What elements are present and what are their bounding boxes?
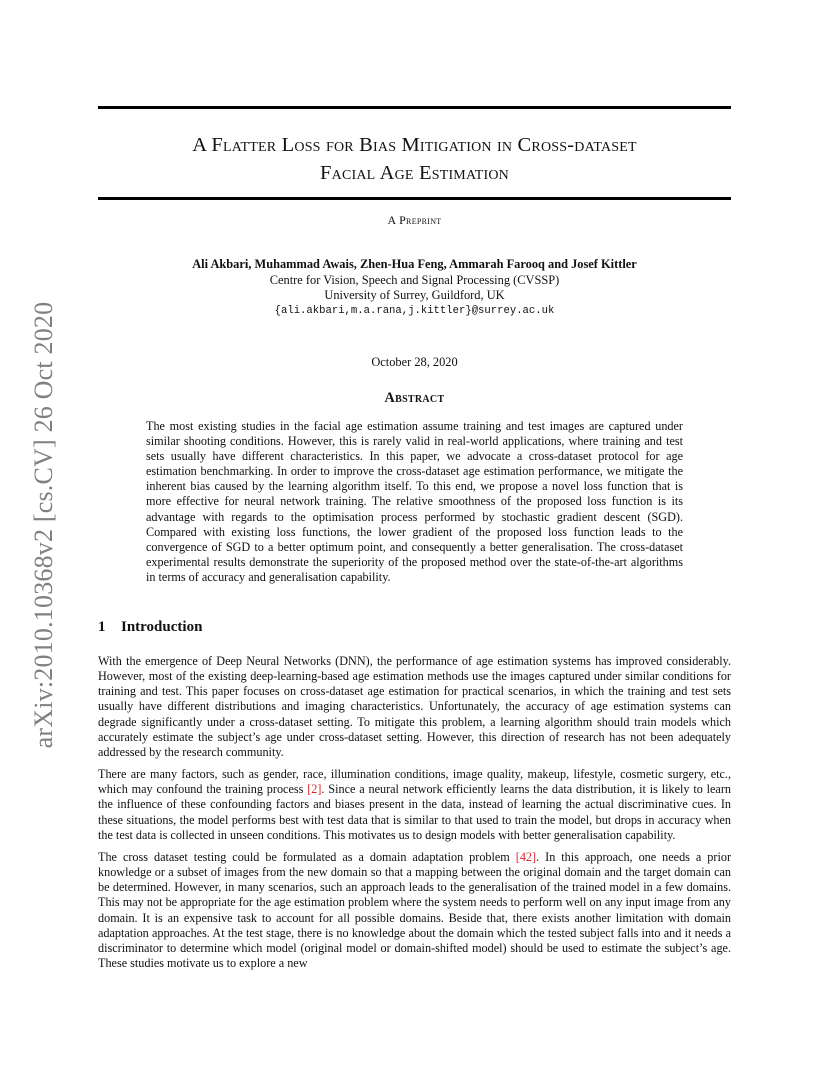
paragraph-2-text-b: . Since a neural network efficiently learns the data distribution, it is likely to learn the influence of these confounding factors and biases present in the data, instead of learning the actual discriminative cues. In these situations, the model performs best with test data that is similar to that used to train the model, but drops in accuracy when the test data is collected in unseen conditions. This motivates us to design models with better generalisation capability. xyxy=(98,782,731,842)
preprint-label: A Preprint xyxy=(387,213,442,227)
title-top-rule xyxy=(98,106,731,109)
abstract-text: The most existing studies in the facial age estimation assume training and test images are captured under similar shooting conditions. However, this is rarely valid in real-world applications, where training and test sets usually have different characteristics. In this paper, we advocate a cross-dataset protocol for age estimation benchmarking. In order to improve the cross-dataset age estimation performance, we mitigate the inherent bias caused by the learning algorithm itself. To this end, we propose a novel loss function that is more effective for neural network training. The relative smoothness of the proposed loss function is its advantage with regards to the optimisation process performed by stochastic gradient descent (SGD). Compared with existing loss functions, the lower gradient of the proposed loss function leads to the convergence of SGD to a better optimum point, and consequently a better generalisation. The cross-dataset experimental results demonstrate the superiority of the proposed method over the state-of-the-art algorithms in terms of accuracy and generalisation capability. xyxy=(146,419,683,584)
paper-title-line-1: A Flatter Loss for Bias Mitigation in Cross-dataset xyxy=(192,134,637,156)
paper-title-line-2: Facial Age Estimation xyxy=(320,162,509,184)
author-university: University of Surrey, Guildford, UK xyxy=(324,288,505,303)
paragraph-3 xyxy=(98,850,731,971)
author-affiliation: Centre for Vision, Speech and Signal Processing (CVSSP) xyxy=(269,272,560,287)
author-email: {ali.akbari,m.a.rana,j.kittler}@surrey.ac.uk xyxy=(274,304,555,317)
paragraph-2 xyxy=(98,767,731,843)
section-title: Introduction xyxy=(121,619,203,635)
section-number: 1 xyxy=(98,619,106,635)
section-heading-introduction xyxy=(98,619,202,636)
citation-link[interactable]: [42] xyxy=(515,849,537,864)
paragraph-1: With the emergence of Deep Neural Networks (DNN), the performance of age estimation systems has improved considerably. However, most of the existing deep-learning-based age estimation methods use the images captured under similar conditions for training and test. This paper focuses on cross-dataset age estimation for practical scenarios, in which the training and test sets usually have different distributions and imaging characteristics. Unfortunately, the accuracy of age estimation systems can degrade significantly under a cross-dataset setting. To mitigate this problem, a learning algorithm should train models which accurately estimate the subject’s age under cross-dataset setting. However, this direction of research has not been adequately addressed by the research community. xyxy=(98,654,731,759)
author-block xyxy=(98,257,731,319)
paper-title xyxy=(98,131,731,187)
arxiv-identifier-stamp: arXiv:2010.10368v2 [cs.CV] 26 Oct 2020 xyxy=(29,301,58,749)
publication-date: October 28, 2020 xyxy=(371,355,458,369)
paragraph-3-text-b: . In this approach, one needs a prior knowledge or a subset of images from the new domain so that a mapping between the original domain and the target domain can be determined. However, in many scenarios, such an approach leads to the generalisation of the trained model in a few domains. This may not be appropriate for the age estimation problem where the system needs to perform well on any input image from any domain. It is an expensive task to account for all possible domains. Beside that, there exists another limitation with domain adaptation approaches. At the test stage, there is no knowledge about the domain which the tested subject falls into and it needs a discriminator to determine which model (original model or domain-shifted model) should be used to estimate the subject’s age. These studies motivate us to explore a new xyxy=(98,849,731,970)
paragraph-3-text-a: The cross dataset testing could be formulated as a domain adaptation problem xyxy=(98,849,516,864)
paragraph-2-text-a: There are many factors, such as gender, race, illumination conditions, image quality, makeup, lifestyle, cosmetic surgery, etc., which may confound the training process xyxy=(98,767,731,797)
title-bottom-rule xyxy=(98,197,731,200)
author-names: Ali Akbari, Muhammad Awais, Zhen-Hua Feng, Ammarah Farooq and Josef Kittler xyxy=(192,257,637,271)
abstract-heading: Abstract xyxy=(384,390,445,406)
introduction-body xyxy=(98,654,731,978)
citation-link[interactable]: [2] xyxy=(307,782,322,797)
